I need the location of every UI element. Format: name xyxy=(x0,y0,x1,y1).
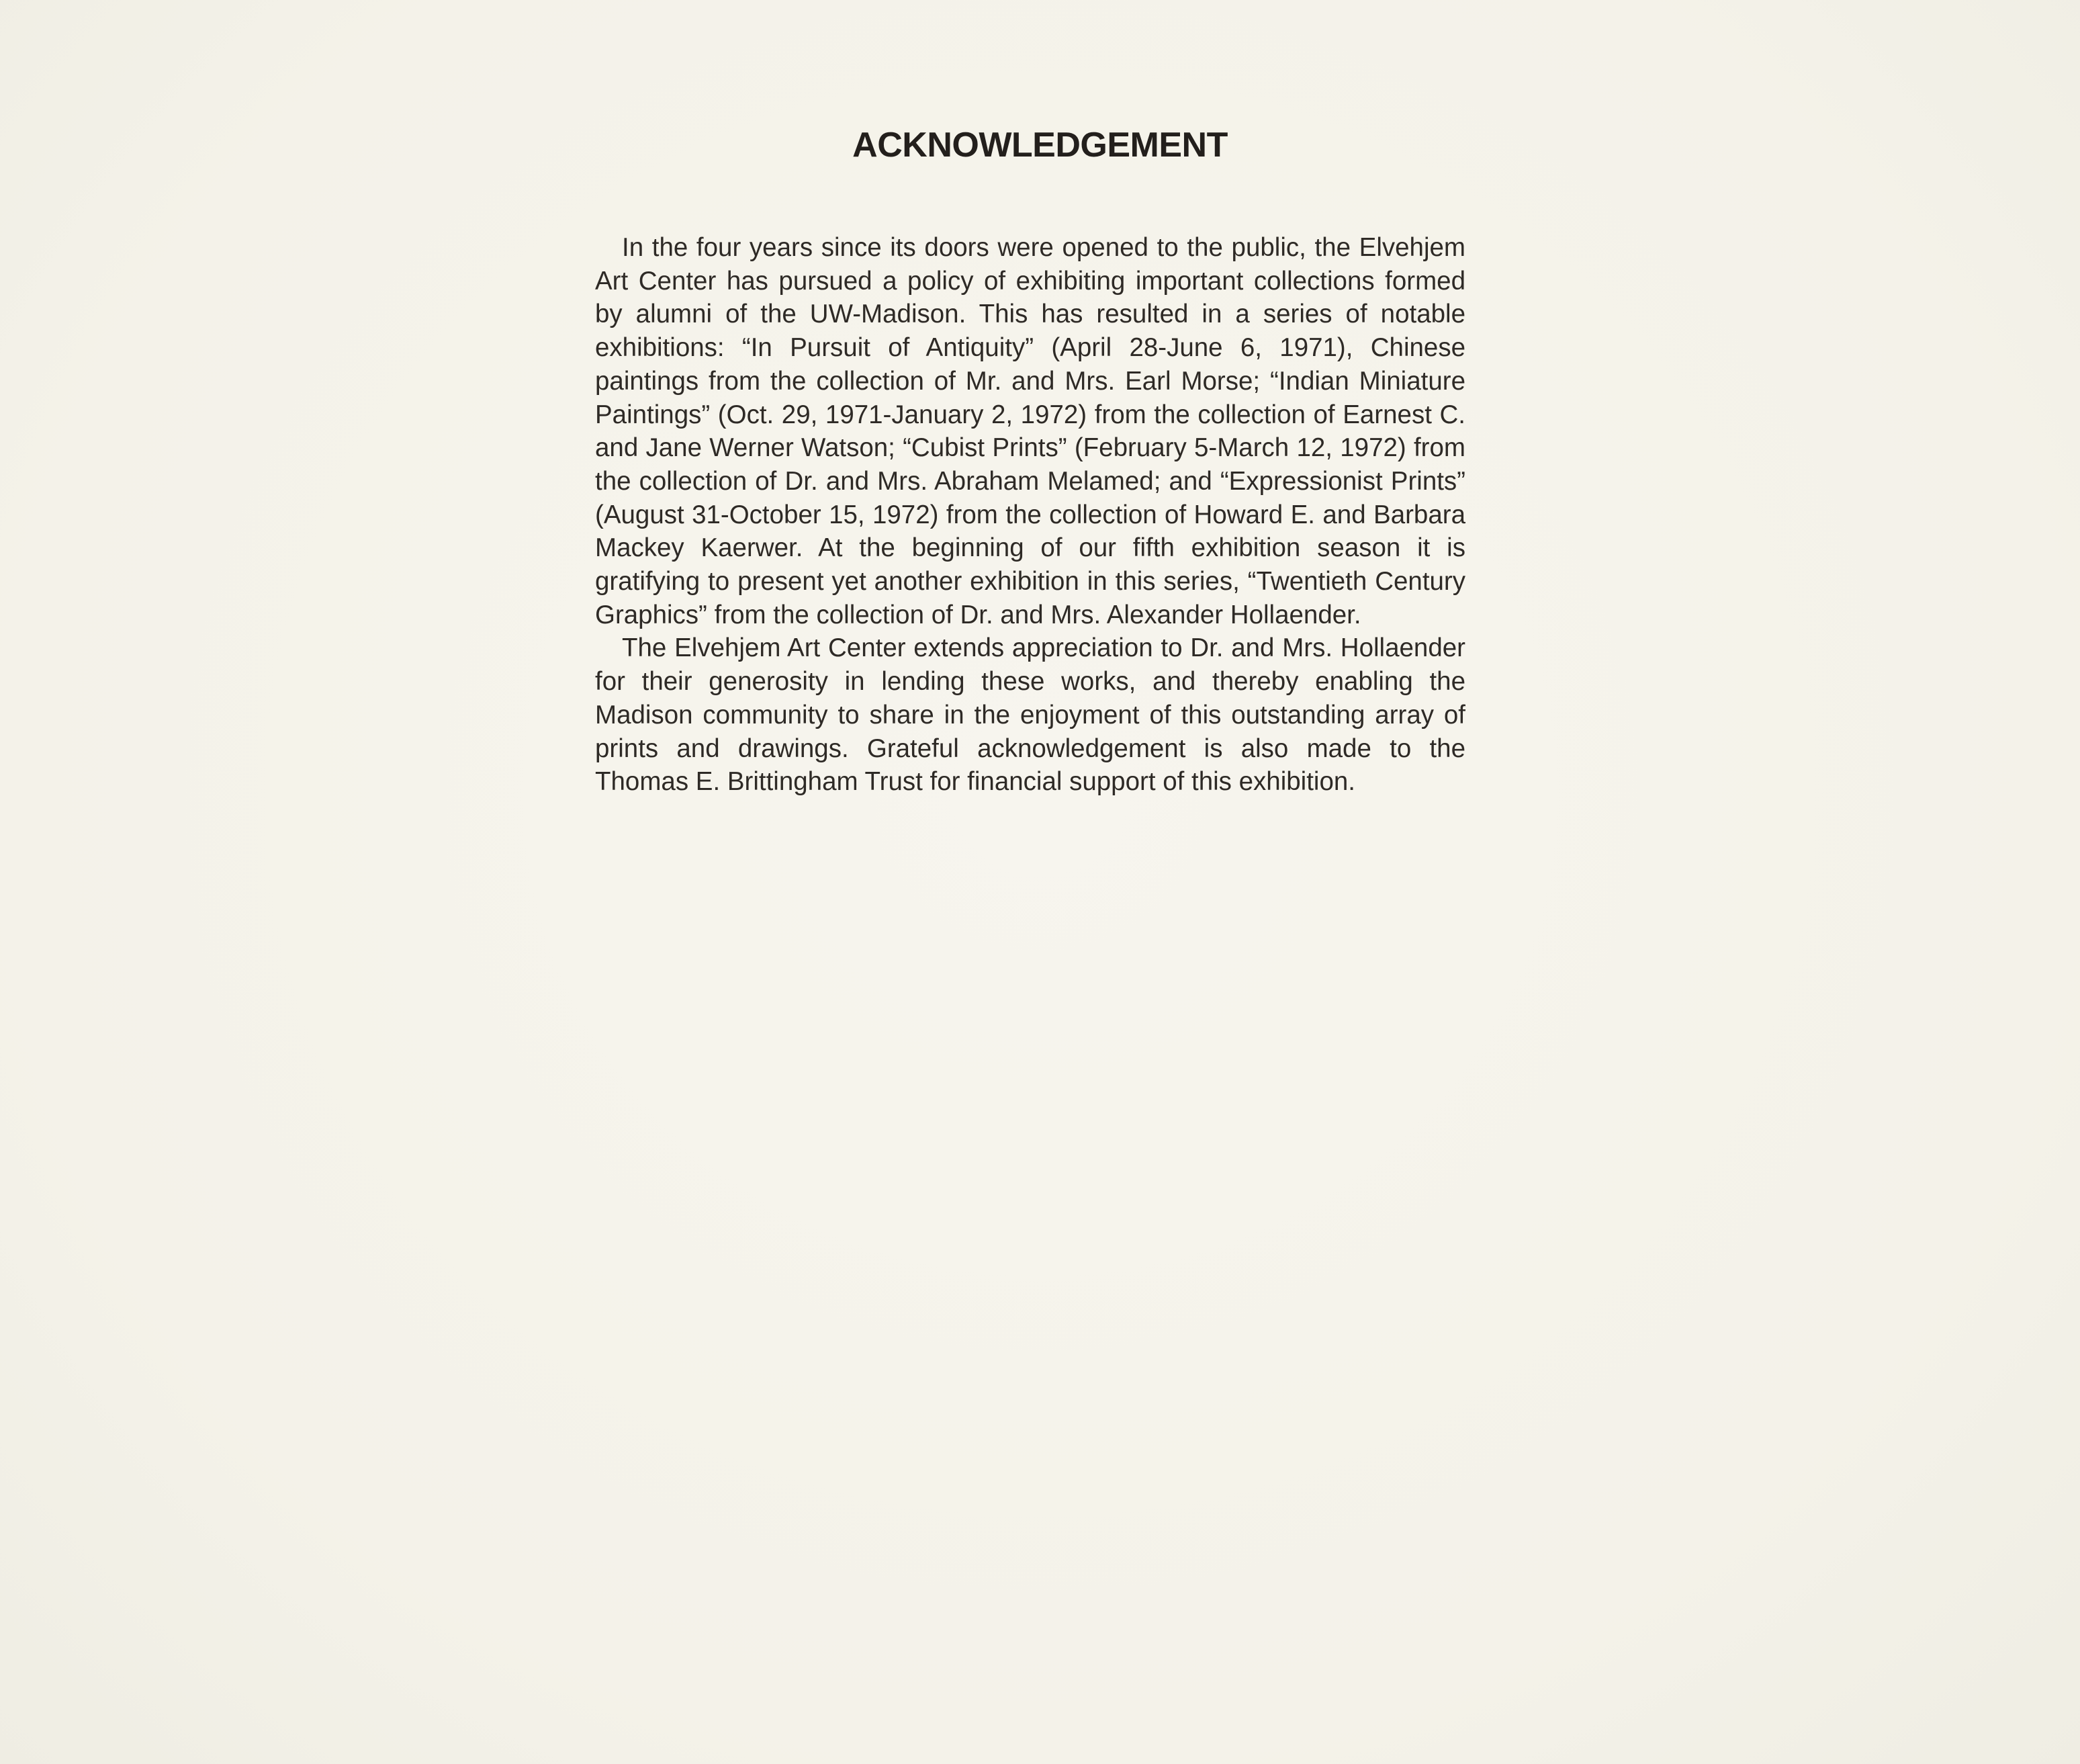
page-title: ACKNOWLEDGEMENT xyxy=(852,126,1228,165)
paragraph-exhibition-history: In the four years since its doors were opened to the public, the Elvehjem Art Center has pursued a policy of exhibiting important collections formed by alumni of the UW-Madison. This has resulted in a series of notable exhibitions: “In Pursuit of Antiquity” (April 28-June 6, 1971), Chinese paintings from the collection of Mr. and Mrs. Earl Morse; “Indian Miniature Paintings” (Oct. 29, 1971-January 2, 1972) from the collection of Earnest C. and Jane Werner Watson; “Cubist Prints” (February 5-March 12, 1972) from the collection of Dr. and Mrs. Abraham Melamed; and “Expressionist Prints” (August 31-October 15, 1972) from the collection of Howard E. and Barbara Mackey Kaerwer. At the beginning of our fifth exhibition season it is gratifying to present yet another exhibition in this series, “Twentieth Century Graphics” from the collection of Dr. and Mrs. Alexander Hollaender. xyxy=(595,233,1465,629)
body-text xyxy=(595,231,1465,799)
paragraph-appreciation: The Elvehjem Art Center extends appreciation to Dr. and Mrs. Hollaender for their generosity in lending these works, and thereby enabling the Madison community to share in the enjoyment of this outstanding array of prints and drawings. Grateful acknowledgement is also made to the Thomas E. Brittingham Trust for financial support of this exhibition. xyxy=(595,633,1465,797)
